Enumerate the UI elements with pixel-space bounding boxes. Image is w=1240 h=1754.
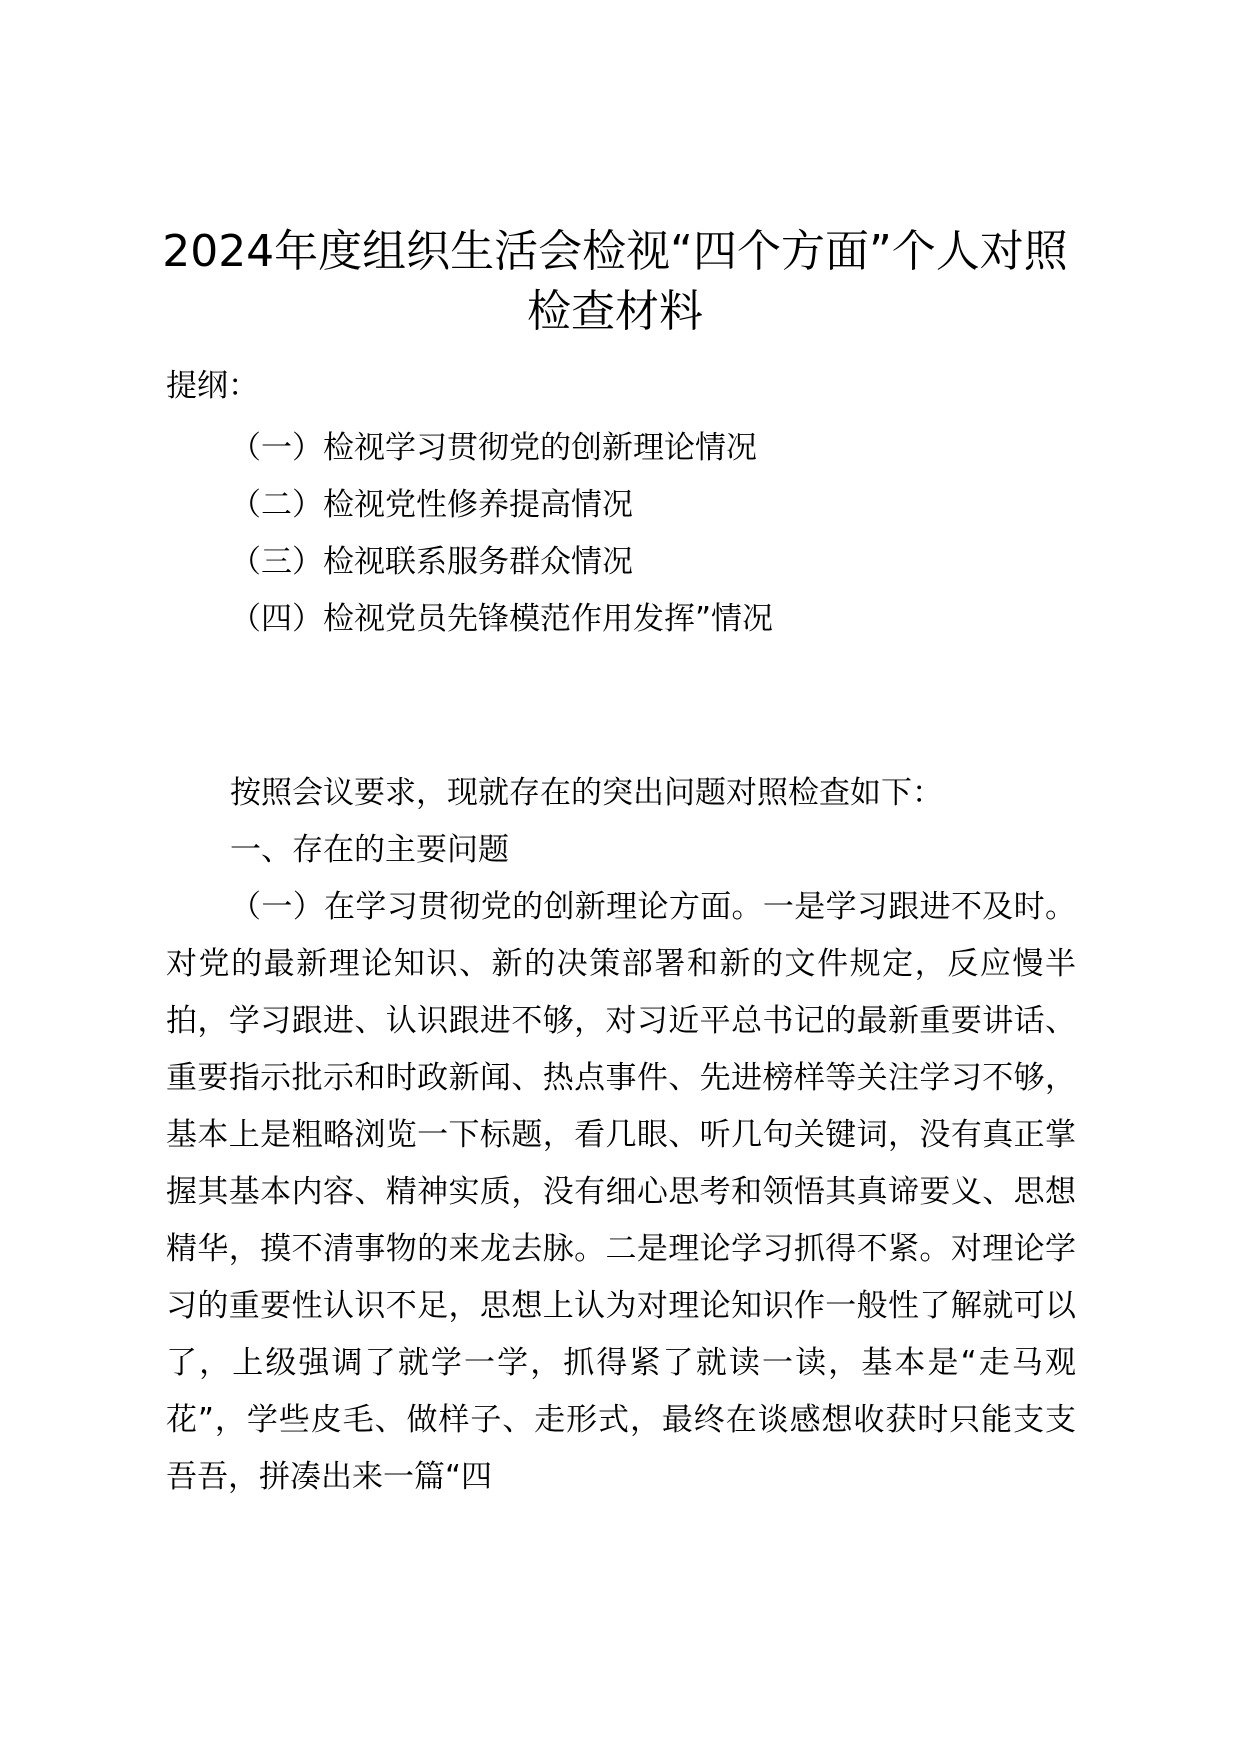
intro-paragraph: 按照会议要求，现就存在的突出问题对照检查如下： [230, 775, 943, 811]
body-paragraph: （一）在学习贯彻党的创新理论方面。一是学习跟进不及时。对党的最新理论知识、新的决策部署和新的文件规定，反应慢半拍，学习跟进、认识跟进不够，对习近平总书记的最新重要讲话、重要指示批示和时政新闻、热点事件、先进榜样等关注学习不够，基本上是粗略浏览一下标题，看几眼、听几句关键词，没有真正掌握其基本内容、精神实质，没有细心思考和领悟其真谛要义、思想精华，摸不清事物的来龙去脉。二是理论学习抓得不紧。对理论学习的重要性认识不足，思想上认为对理论知识作一般性了解就可以了，上级强调了就学一学，抓得紧了就读一读，基本是“走马观花”，学些皮毛、做样子、走形式，最终在谈感想收获时只能支支吾吾，拼凑出来一篇“四 [166, 889, 1076, 1495]
section-heading: 一、存在的主要问题 [230, 832, 509, 868]
outline-label: 提纲： [166, 368, 259, 404]
outline-item: （三）检视联系服务群众情况 [230, 544, 633, 580]
body-text [166, 765, 1076, 1506]
document-title: 2024年度组织生活会检视“四个方面”个人对照检查材料 [162, 226, 1068, 337]
outline-item: （一）检视学习贯彻党的创新理论情况 [230, 430, 757, 466]
outline-item: （二）检视党性修养提高情况 [230, 487, 633, 523]
outline-item: （四）检视党员先锋模范作用发挥”情况 [230, 601, 774, 637]
outline-list [230, 420, 773, 648]
